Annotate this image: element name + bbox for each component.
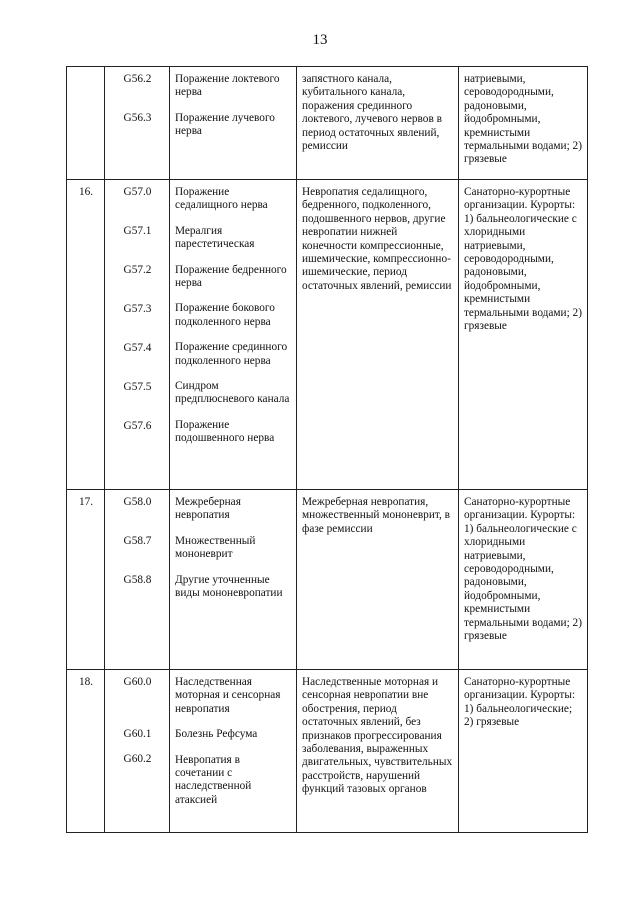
diagnosis-name: Поражение локтевого нерва (175, 73, 280, 99)
row-number: 16. (67, 180, 105, 490)
diagnosis-name: Поражение срединного подколенного нерва (175, 341, 288, 367)
diagnosis-name: Поражение седалищного нерва (175, 186, 268, 212)
icd-code: G57.6 (123, 420, 152, 432)
icd-code: G57.3 (123, 303, 152, 315)
icd-code: G57.4 (123, 342, 152, 354)
icd-code: G58.8 (123, 574, 152, 586)
row-number (67, 67, 105, 180)
icd-code: G57.0 (123, 186, 152, 198)
table-row (67, 67, 588, 180)
icd-code: G56.3 (123, 112, 152, 124)
table-row (67, 490, 588, 670)
icd-code: G56.2 (123, 73, 152, 85)
diagnosis-name: Другие уточненные виды мононевропатии (175, 573, 283, 600)
diagnosis-names-cell (170, 180, 297, 490)
diagnosis-name: Мералгия парестетическая (175, 224, 255, 251)
icd-code: G57.2 (123, 264, 152, 276)
icd-code: G57.5 (123, 381, 152, 393)
diagnosis-name: Болезнь Рефсума (175, 728, 258, 741)
icd-codes-cell (105, 490, 170, 670)
diagnosis-name: Синдром предплюсневого канала (175, 380, 290, 406)
resort-indications-table (66, 66, 588, 833)
table-body (67, 67, 588, 833)
treatment-description: Санаторно-курортные организации. Курорты: 1) бальнеологические с хлоридными натриевыми, сероводородными, радоновыми, йодобромными, кремнистыми термальными водами; 2) грязевые (459, 180, 588, 490)
treatment-description: Санаторно-курортные организации. Курорты: 1) бальнеологические с хлоридными натриевыми, сероводородными, радоновыми, йодобромными, кремнистыми термальными водами; 2) грязевые (459, 490, 588, 670)
diagnosis-names-cell (170, 490, 297, 670)
diagnosis-name: Множественный мононеврит (175, 534, 256, 561)
icd-code: G58.7 (123, 535, 152, 547)
diagnosis-name: Поражение бедренного нерва (175, 263, 287, 290)
row-number: 18. (67, 670, 105, 833)
condition-description: Невропатия седалищного, бедренного, подколенного, подошвенного нервов, другие невропатии нижней конечности компрессионные, ишемические, компрессионно-ишемические, период остаточных явлений, ремиссии (297, 180, 459, 490)
diagnosis-name: Поражение лучевого нерва (175, 111, 275, 138)
condition-description: Наследственные моторная и сенсорная невропатии вне обострения, период остаточных явлений, без признаков прогрессирования заболевания, выраженных двигательных, чувствительных расстройств, нарушений функций тазовых органов (297, 670, 459, 833)
page-number: 13 (312, 32, 328, 48)
icd-code: G57.1 (123, 225, 152, 237)
icd-code: G60.0 (123, 676, 152, 688)
icd-codes-cell (105, 67, 170, 180)
table-row (67, 180, 588, 490)
treatment-description: натриевыми, сероводородными, радоновыми, йодобромными, кремнистыми термальными водами; 2) грязевые (459, 67, 588, 180)
treatment-description: Санаторно-курортные организации. Курорты: 1) бальнеологические; 2) грязевые (459, 670, 588, 833)
row-number: 17. (67, 490, 105, 670)
icd-code: G58.0 (123, 496, 152, 508)
diagnosis-names-cell (170, 670, 297, 833)
icd-code: G60.2 (123, 753, 152, 765)
diagnosis-name: Поражение бокового подколенного нерва (175, 302, 275, 328)
condition-description: Межреберная невропатия, множественный мононеврит, в фазе ремиссии (297, 490, 459, 670)
diagnosis-name: Поражение подошвенного нерва (175, 418, 275, 445)
icd-codes-cell (105, 180, 170, 490)
diagnosis-name: Межреберная невропатия (175, 496, 241, 522)
table-row (67, 670, 588, 833)
icd-codes-cell (105, 670, 170, 833)
icd-code: G60.1 (123, 728, 152, 740)
diagnosis-name: Невропатия в сочетании с наследственной атаксией (175, 753, 252, 806)
diagnosis-name: Наследственная моторная и сенсорная невропатия (175, 676, 281, 715)
condition-description: запястного канала, кубитального канала, поражения срединного локтевого, лучевого нервов в период остаточных явлений, ремиссии (297, 67, 459, 180)
diagnosis-names-cell (170, 67, 297, 180)
